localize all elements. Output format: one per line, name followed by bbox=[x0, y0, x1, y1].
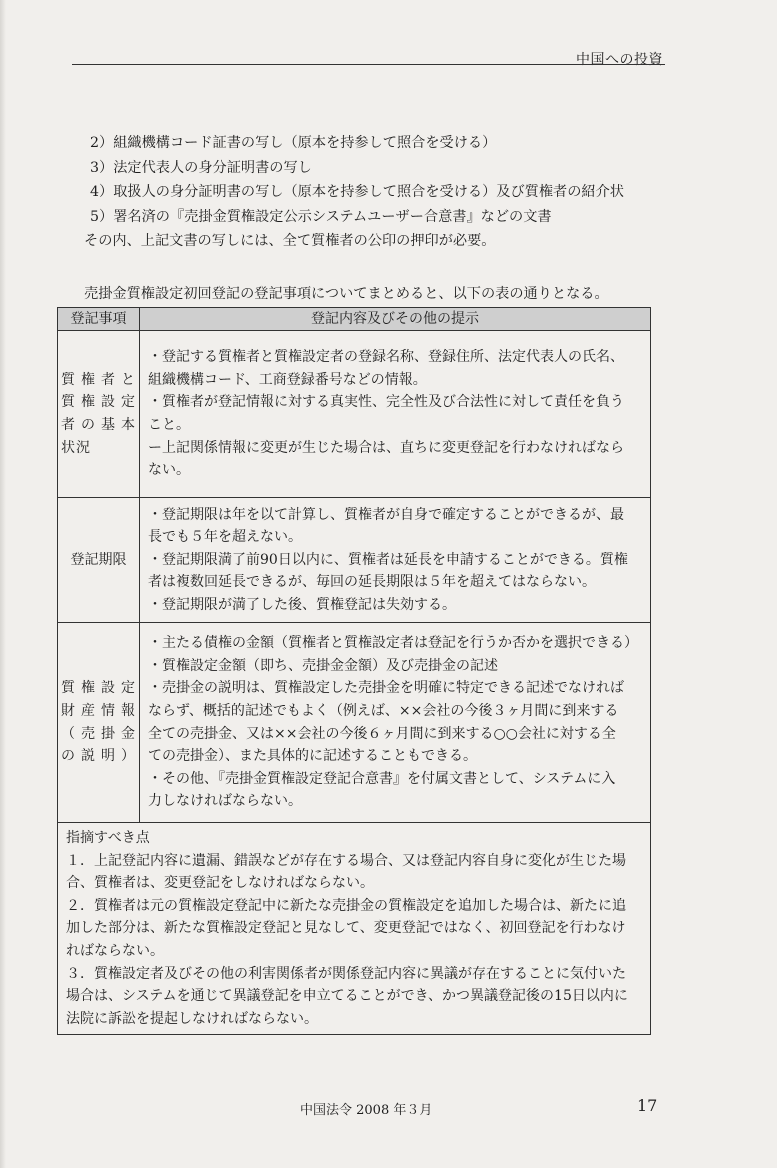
content-line: ー上記関係情報に変更が生じた場合は、直ちに変更登記を行わなければなら bbox=[148, 439, 624, 456]
row-label-line: 質権設定 bbox=[61, 394, 136, 411]
notes-cell bbox=[58, 823, 651, 1035]
content-line: ・登記する質権者と質権設定者の登録名称、登録住所、法定代表人の氏名、 bbox=[148, 349, 624, 366]
content-line: ・質権設定金額（即ち、売掛金金額）及び売掛金の記述 bbox=[148, 657, 498, 674]
notes-line: ればならない。 bbox=[66, 942, 164, 959]
page-edge bbox=[0, 0, 6, 1168]
seal-note: その内、上記文書の写しには、全て質権者の公印の押印が必要。 bbox=[84, 233, 496, 250]
content-line: ・質権者が登記情報に対する真実性、完全性及び合法性に対して責任を負う bbox=[148, 394, 624, 411]
content-line: ・登記期限は年を以て計算し、質権者が自身で確定することができるが、最 bbox=[148, 506, 624, 523]
content-line: ・その他、『売掛金質権設定登記合意書』を付属文書として、システムに入 bbox=[148, 770, 616, 787]
content-line: こと。 bbox=[148, 417, 190, 433]
column-header-content: 登記内容及びその他の提示 bbox=[140, 308, 651, 331]
row-content bbox=[140, 498, 651, 623]
row-label-line: 状況 bbox=[61, 439, 91, 456]
document-list bbox=[84, 131, 624, 254]
notes-row bbox=[58, 823, 651, 1035]
table-row bbox=[58, 623, 651, 823]
table-header-row bbox=[58, 308, 651, 331]
content-line: 全ての売掛金、又は××会社の今後６ヶ月間に到来する○○会社に対する全 bbox=[148, 725, 616, 742]
notes-title: 指摘すべき点 bbox=[66, 830, 150, 846]
content-line: ・登記期限満了前90日以内に、質権者は延長を申請することができる。質権 bbox=[148, 551, 628, 568]
row-content bbox=[140, 331, 651, 498]
content-line: ない。 bbox=[148, 462, 190, 479]
content-line: ・登記期限が満了した後、質権登記は失効する。 bbox=[148, 596, 456, 613]
content-line: ならず、概括的記述でもよく（例えば、××会社の今後３ヶ月間に到来する bbox=[148, 702, 619, 719]
notes-line: １．上記登記内容に遺漏、錯誤などが存在する場合、又は登記内容自身に変化が生じた場 bbox=[66, 852, 626, 869]
row-label-line: （売掛金 bbox=[61, 725, 136, 742]
content-line: 長でも５年を超えない。 bbox=[148, 529, 302, 546]
column-header-item: 登記事項 bbox=[58, 308, 140, 331]
row-label-line: の説明） bbox=[61, 748, 136, 765]
content-line: 力しなければならない。 bbox=[148, 793, 302, 810]
row-label-line: 登記期限 bbox=[70, 551, 127, 568]
row-label-line: 質権設定 bbox=[61, 680, 136, 697]
running-title: 中国への投資 bbox=[576, 52, 663, 68]
row-label bbox=[58, 623, 140, 823]
notes-line: 合、質権者は、変更登記をしなければならない。 bbox=[66, 875, 374, 892]
notes-line: ３．質権設定者及びその他の利害関係者が関係登記内容に異議が存在することに気付いた bbox=[66, 965, 626, 982]
list-item: 2）組織機構コード証書の写し（原本を持参して照合を受ける） bbox=[90, 135, 497, 151]
row-label-line: 財産情報 bbox=[61, 702, 136, 719]
notes-line: 加した部分は、新たな質権設定登記と見なして、変更登記ではなく、初回登記を行わなけ bbox=[66, 920, 626, 937]
row-label bbox=[58, 331, 140, 498]
content-line: ・売掛金の説明は、質権設定した売掛金を明確に特定できる記述でなければ bbox=[148, 680, 624, 697]
notes-line: ２．質権者は元の質権設定登記中に新たな売掛金の質権設定を追加した場合は、新たに追 bbox=[66, 897, 626, 914]
footer-publication: 中国法令 2008 年３月 bbox=[300, 1103, 433, 1118]
list-item: 5）署名済の『売掛金質権設定公示システムユーザー合意書』などの文書 bbox=[90, 208, 552, 225]
row-label bbox=[58, 498, 140, 623]
registration-items-table bbox=[57, 307, 651, 1035]
table-row bbox=[58, 498, 651, 623]
content-line: 組織機構コード、工商登録番号などの情報。 bbox=[148, 371, 427, 388]
content-line: ・主たる債権の金額（質権者と質権設定者は登記を行うか否かを選択できる） bbox=[148, 635, 638, 652]
list-item: 3）法定代表人の身分証明書の写し bbox=[90, 159, 312, 176]
content-line: 者は複数回延長できるが、毎回の延長期限は５年を超えてはならない。 bbox=[148, 574, 596, 591]
header-rule bbox=[72, 64, 665, 65]
content-line: ての売掛金）、また具体的に記述することもできる。 bbox=[148, 748, 477, 765]
table-lead-sentence: 売掛金質権設定初回登記の登記事項についてまとめると、以下の表の通りとなる。 bbox=[84, 286, 609, 302]
row-content bbox=[140, 623, 651, 823]
list-item: 4）取扱人の身分証明書の写し（原本を持参して照合を受ける）及び質権者の紹介状 bbox=[90, 184, 624, 201]
page-number: 17 bbox=[637, 1096, 658, 1115]
table-row bbox=[58, 331, 651, 498]
row-label-line: 者の基本 bbox=[61, 417, 136, 433]
row-label-line: 質権者と bbox=[61, 371, 136, 388]
notes-line: 場合は、システムを通じて異議登記を申立てることができ、かつ異議登記後の15日以内に bbox=[66, 988, 628, 1005]
notes-line: 法院に訴訟を提起しなければならない。 bbox=[66, 1010, 318, 1027]
